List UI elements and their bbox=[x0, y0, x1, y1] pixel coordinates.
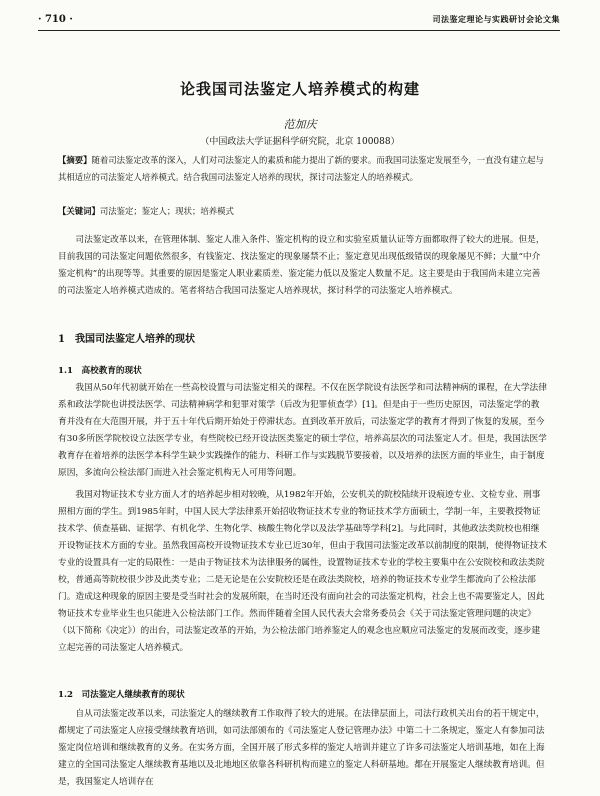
running-title: 司法鉴定理论与实践研讨会论文集 bbox=[432, 14, 560, 24]
abstract bbox=[58, 152, 548, 186]
intro-paragraph: 司法鉴定改革以来，在管理体制、鉴定人准入条件、鉴定机构的设立和实验室质量认证等方面都取得了较大的进展。但是，目前我国的司法鉴定问题依然很多，有钱鉴定、找法鉴定的现象屡禁不止；鉴定意见出现低级错误的现象屡见不鲜；大量“中介鉴定机构”的出现等等。其重要的原因是鉴定人职业素质差、鉴定能力低以及鉴定人数量不足。这主要是由于我国尚未建立完善的司法鉴定人培养模式造成的。笔者将结合我国司法鉴定人培养现状，探讨科学的司法鉴定人培养模式。 bbox=[58, 235, 545, 296]
abstract-text: 随着司法鉴定改革的深入，人们对司法鉴定人的素质和能力提出了新的要求。而我国司法鉴定发展至今，一直没有建立起与其相适应的司法鉴定人培养模式。结合我国司法鉴定人培养的现状，探讨司法鉴定人的培养模式。 bbox=[58, 155, 544, 182]
body-paragraph: 我国对物证技术专业方面人才的培养起步相对较晚，从1982年开始，公安机关的院校陆续开设痕迹专业、文检专业、刑事照相方面的学生。到1985年时，中国人民大学法律系开始招收物证技术专业的物证技术学方面硕士，学制一年，主要教授物证技术学、侦查基础、证据学、有机化学、生物化学、核酸生物化学以及法学基础等学科[2]。与此同时，其他政法类院校也相继开设物证技术方面的专业。虽然我国高校开设物证技术专业已近30年，但由于我国司法鉴定改革以前制度的限制，使得物证技术专业的设置具有一定的局限性：一是由于物证技术为法律服务的属性，设置物证技术专业的学校主要集中在公安院校和政法类院校，普通高等院校很少涉及此类专业；二是无论是在公安院校还是在政法类院校，培养的物证技术专业学生都流向了公检法部门。造成这种现象的原因主要是受当时社会的发展所限，在当时还没有面向社会的司法鉴定机构，社会上也不需要鉴定人，因此物证技术专业毕业生也只能进入公检法部门工作。然而伴随着全国人民代表大会常务委员会《关于司法鉴定管理问题的决定》（以下简称《决定》）的出台，司法鉴定改革的开始，为公检法部门培养鉴定人的观念也应顺应司法鉴定的发展而改变，逐步建立起完善的司法鉴定人培养模式。 bbox=[58, 490, 547, 653]
article-title: 论我国司法鉴定人培养模式的构建 bbox=[179, 80, 420, 98]
article-author: 范加庆 bbox=[283, 118, 317, 131]
abstract-label: 【摘要】 bbox=[58, 155, 92, 165]
subsection-heading: 1.2 司法鉴定人继续教育的现状 bbox=[58, 690, 185, 700]
header-rule bbox=[38, 30, 560, 31]
author-affiliation: （中国政法大学证据科学研究院，北京 100088） bbox=[200, 137, 400, 147]
body-paragraph: 我国从50年代初就开始在一些高校设置与司法鉴定相关的课程。不仅在医学院设有法医学和司法精神病的课程，在大学法律系和政法学院也讲授法医学、司法精神病学和犯罪对策学（后改为犯罪侦查学）[1]。但是由于一些历史原因，司法鉴定学的教育并没有在大范围开展，并于五十年代后期开始处于停滞状态。直到改革开放后，司法鉴定学的教育才得到了恢复的发展，至今有30多所医学院校设立法医学专业，有些院校已经开设法医类鉴定的硕士学位，培养高层次的司法鉴定人才。但是，我国法医学教育存在着培养的法医学本科学生缺少实践操作的能力、科研工作与实践脱节要接着，以及培养的法医方面的毕业生，由于制度原因，多流向公检法部门而进入社会鉴定机构无人可用等问题。 bbox=[58, 383, 547, 478]
keywords bbox=[58, 203, 548, 220]
page-number: · 710 · bbox=[38, 14, 73, 25]
keywords-text: 司法鉴定；鉴定人；现状；培养模式 bbox=[99, 206, 234, 216]
section-heading: 1 我国司法鉴定人培养的现状 bbox=[58, 334, 195, 345]
body-paragraph: 自从司法鉴定改革以来，司法鉴定人的继续教育工作取得了较大的进展。在法律层面上，司法行政机关出台的若干规定中，都规定了司法鉴定人应接受继续教育培训，如司法部颁布的《司法鉴定人登记管理办法》中第二十二条规定，鉴定人有参加司法鉴定岗位培训和继续教育的义务。在实务方面，全国开展了形式多样的鉴定人培训并建立了许多司法鉴定人培训基地，如在上海建立的全国司法鉴定人继续教育基地以及北地地区依靠各科研机构而建立的鉴定人科研基地。都在开展鉴定人继续教育培训。但是，我国鉴定人培训存在 bbox=[58, 709, 545, 787]
subsection-heading: 1.1 高校教育的现状 bbox=[58, 366, 142, 376]
keywords-label: 【关键词】 bbox=[58, 206, 100, 216]
